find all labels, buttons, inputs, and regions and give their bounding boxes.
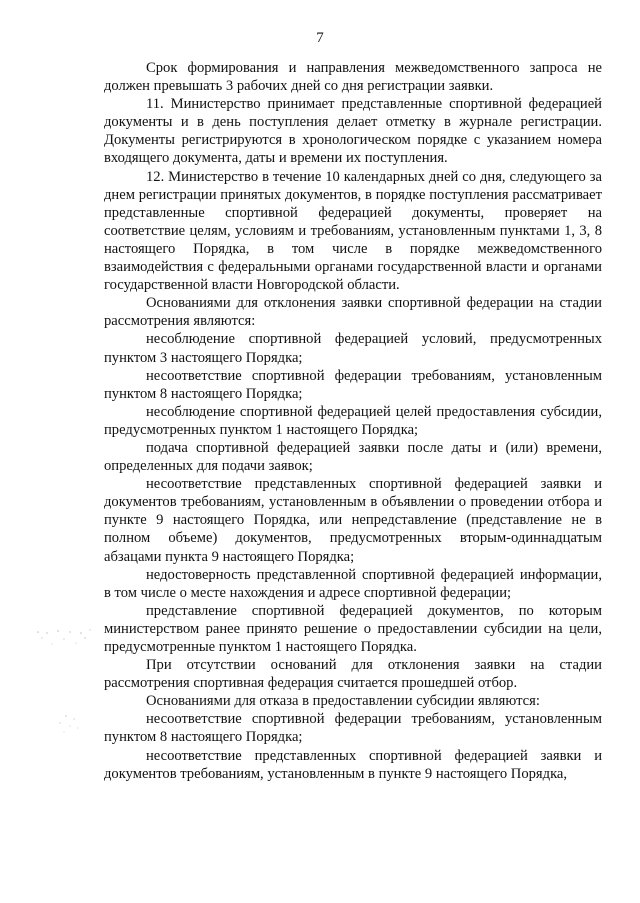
- paragraph-no-grounds: При отсутствии оснований для отклонения заявки на стадии рассмотрения спортивная федерация считается прошедшей отбор.: [104, 657, 602, 692]
- page-number: 7: [316, 30, 324, 46]
- list-item: несоответствие представленных спортивной федерацией заявки и документов требованиям, установленным в объявлении о проведении отбора и пункте 9 настоящего Порядка, или непредставление (представление не в полном объеме) документов, предусмотренных вторым-одиннадцатым абзацами пункта 9 настоящего Порядка;: [104, 476, 602, 565]
- paragraph-12: 12. Министерство в течение 10 календарных дней со дня, следующего за днем регистрации принятых документов, в порядке поступления рассматривает представленные спортивной федерацией документы, проверяет на соответствие целям, условиям и требованиям, установленным пунктами 1, 3, 8 настоящего Порядка, в том числе в порядке межведомственного взаимодействия с федеральными органами государственной власти и органами государственной власти Новгородской области.: [104, 168, 602, 294]
- paragraph-request-deadline: Срок формирования и направления межведомственного запроса не должен превышать 3 рабочих дней со дня регистрации заявки.: [104, 60, 602, 95]
- list-item: недостоверность представленной спортивной федерацией информации, в том числе о месте нахождения и адресе спортивной федерации;: [104, 566, 602, 601]
- list-item: несоответствие спортивной федерации требованиям, установленным пунктом 8 настоящего Порядка;: [104, 711, 602, 746]
- list-item: несоответствие спортивной федерации требованиям, установленным пунктом 8 настоящего Порядка;: [104, 367, 602, 402]
- list-item: несоблюдение спортивной федерацией условий, предусмотренных пунктом 3 настоящего Порядка;: [104, 331, 602, 366]
- document-body: [104, 59, 602, 783]
- list-item: подача спортивной федерацией заявки после даты и (или) времени, определенных для подачи заявок;: [104, 439, 602, 475]
- list-item: несоответствие представленных спортивной федерацией заявки и документов требованиям, установленным в пункте 9 настоящего Порядка,: [104, 747, 602, 782]
- paragraph-refusal-grounds: Основаниями для отказа в предоставлении субсидии являются:: [146, 693, 540, 710]
- list-item: представление спортивной федерацией документов, по которым министерством ранее принято решение о предоставлении субсидии на цели, предусмотренные пунктом 1 настоящего Порядка.: [104, 602, 602, 655]
- scan-noise-marks: [30, 622, 100, 752]
- list-item: несоблюдение спортивной федерацией целей предоставления субсидии, предусмотренных пунктом 1 настоящего Порядка;: [104, 403, 602, 438]
- paragraph-rejection-grounds: Основаниями для отклонения заявки спортивной федерации на стадии рассмотрения являются:: [104, 295, 602, 330]
- paragraph-11: 11. Министерство принимает представленные спортивной федерацией документы и в день поступления делает отметку в журнале регистрации. Документы регистрируются в хронологическом порядке с указанием номера входящего документа, даты и времени их поступления.: [104, 96, 602, 167]
